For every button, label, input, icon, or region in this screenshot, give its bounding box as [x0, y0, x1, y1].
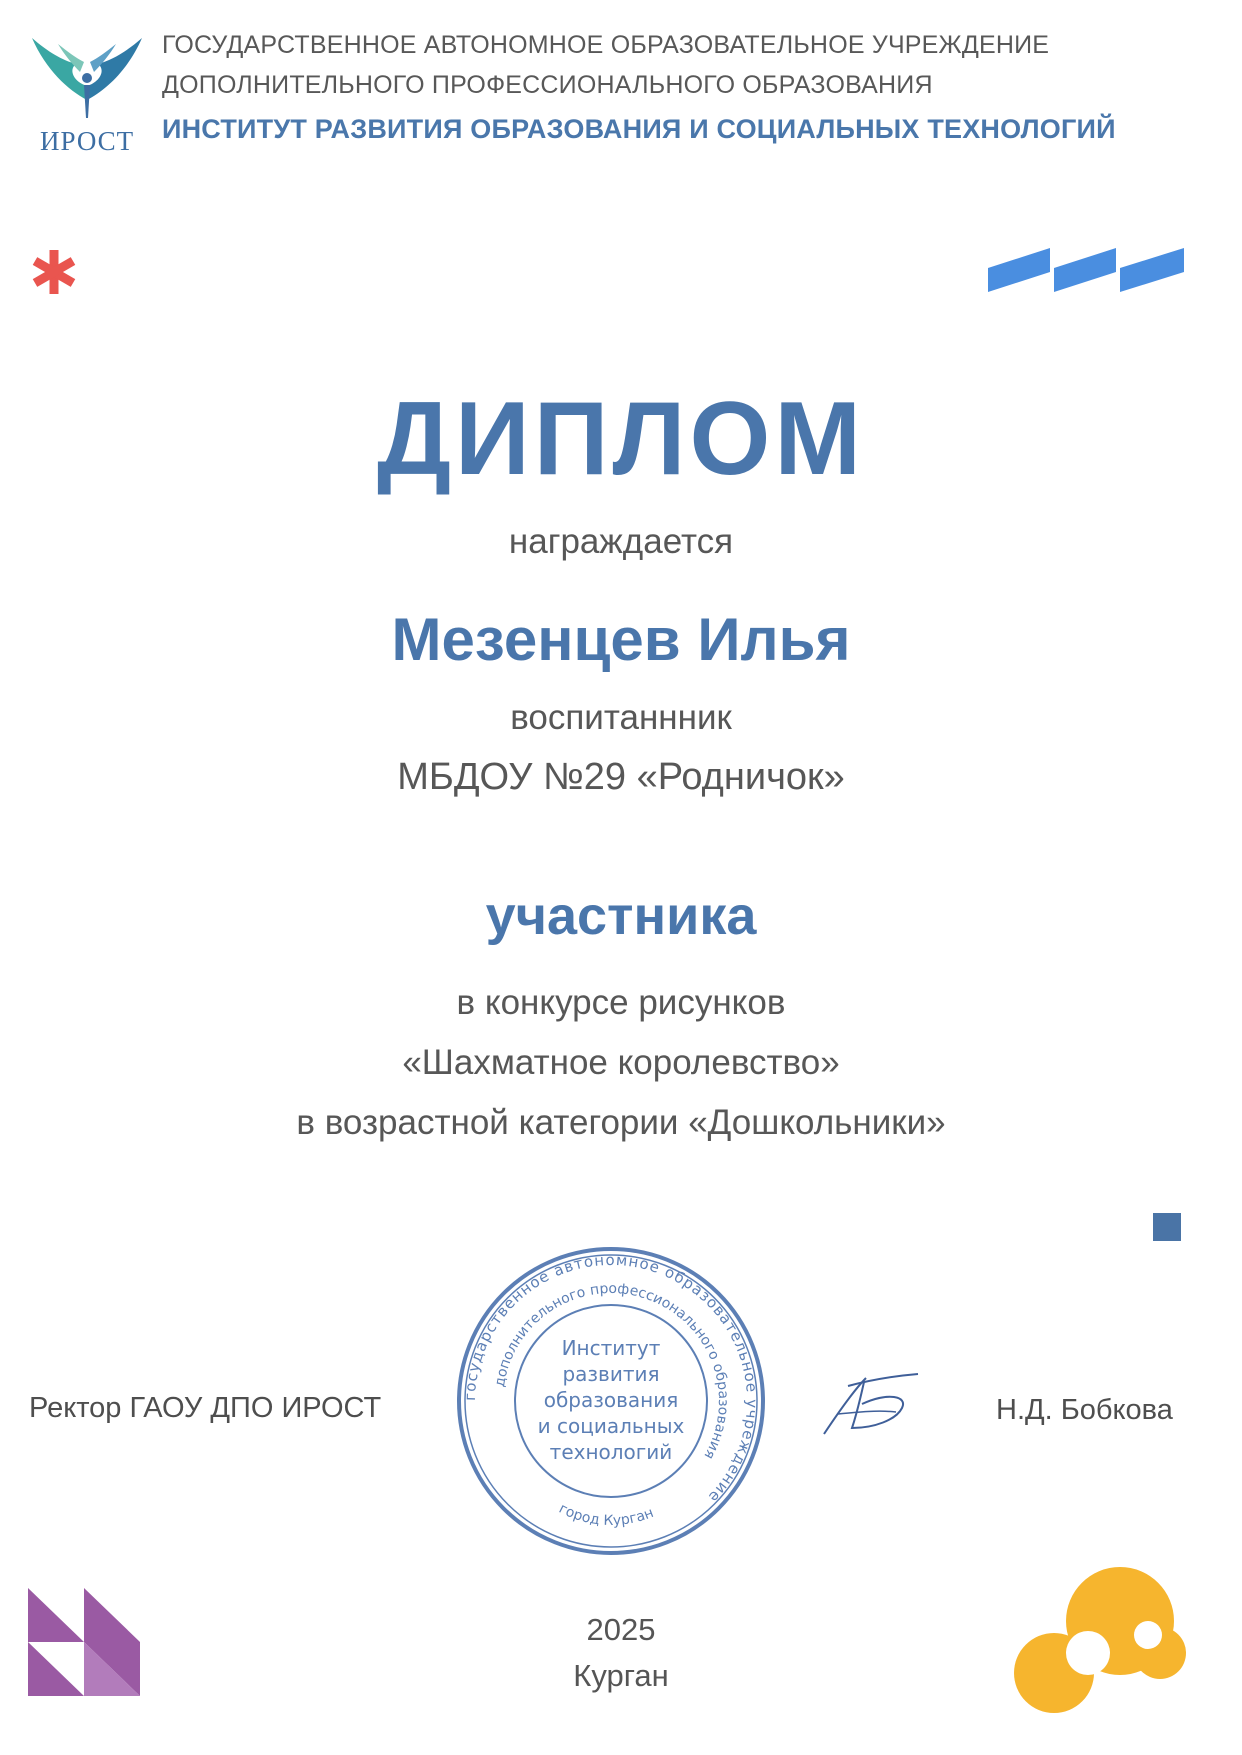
rector-label: Ректор ГАОУ ДПО ИРОСТ	[29, 1392, 382, 1424]
recipient-role: воспитаннник	[510, 698, 732, 737]
contest-line-3: в возрастной категории «Дошкольники»	[296, 1103, 946, 1142]
official-stamp	[455, 1245, 767, 1557]
header-line-3: ИНСТИТУТ РАЗВИТИЯ ОБРАЗОВАНИЯ И СОЦИАЛЬНЫХ ТЕХНОЛОГИЙ	[162, 114, 1116, 144]
iroist-logo	[28, 30, 146, 160]
stamp-center-line-4: и социальных	[537, 1414, 685, 1438]
contest-line-2: «Шахматное королевство»	[402, 1043, 840, 1082]
award-status: участника	[485, 886, 757, 946]
issue-city: Курган	[573, 1658, 669, 1693]
stripes-decoration-icon	[988, 246, 1184, 296]
diploma-title: ДИПЛОМ	[376, 381, 866, 497]
header-line-1: ГОСУДАРСТВЕННОЕ АВТОНОМНОЕ ОБРАЗОВАТЕЛЬНОЕ УЧРЕЖДЕНИЕ	[162, 31, 1050, 59]
stamp-center-line-2: развития	[562, 1362, 660, 1386]
recipient-organization: МБДОУ №29 «Родничок»	[397, 756, 845, 798]
stamp-outer-text: государственное автономное образовательное учреждение	[460, 1250, 762, 1507]
stamp-center-line-1: Институт	[561, 1336, 661, 1360]
contest-line-1: в конкурсе рисунков	[456, 983, 786, 1022]
handwritten-signature	[818, 1370, 926, 1442]
svg-text:город Курган	[556, 1501, 656, 1529]
stamp-inner-ring-text: дополнительного профессионального образования	[491, 1280, 732, 1462]
circles-decoration-icon	[1010, 1565, 1190, 1715]
asterisk-icon	[30, 248, 78, 296]
issue-year: 2025	[586, 1612, 656, 1647]
stamp-bottom-text: город Курган	[556, 1500, 656, 1530]
awarded-label: награждается	[508, 522, 734, 561]
signer-name: Н.Д. Бобкова	[996, 1394, 1173, 1426]
header-line-2: ДОПОЛНИТЕЛЬНОГО ПРОФЕССИОНАЛЬНОГО ОБРАЗОВАНИЯ	[162, 71, 933, 99]
stamp-center-line-5: технологий	[549, 1440, 673, 1464]
stamp-center-line-3: образования	[543, 1388, 679, 1412]
wings-logo-icon	[28, 30, 146, 130]
recipient-name: Мезенцев Илья	[391, 606, 851, 673]
square-decoration-icon	[1153, 1213, 1181, 1241]
logo-text: ИРОСТ	[40, 126, 135, 156]
